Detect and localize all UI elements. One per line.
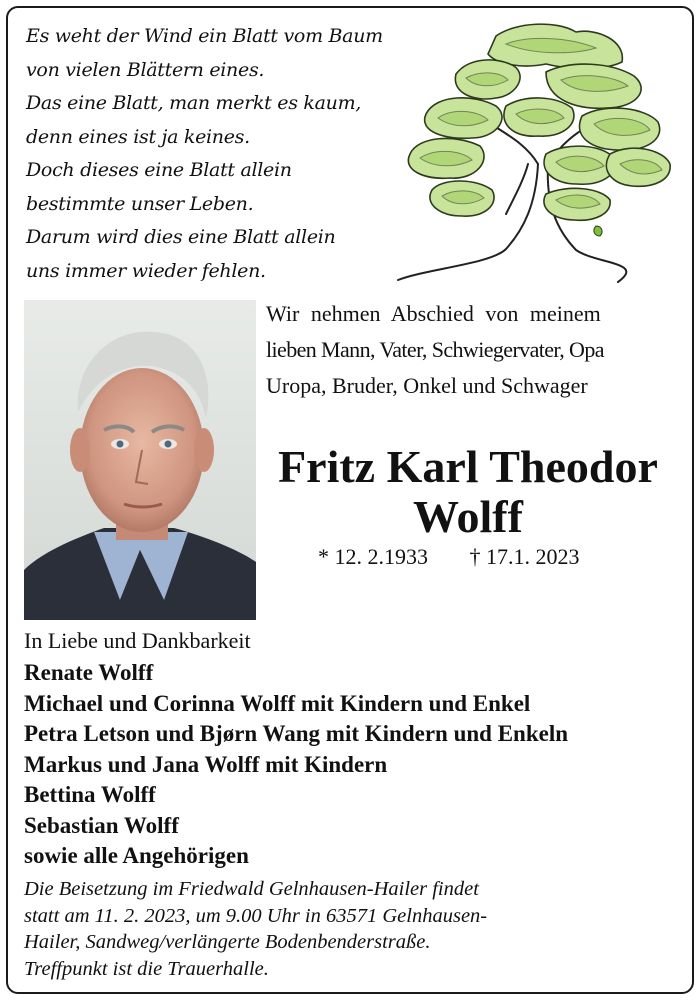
intro-line: Wir nehmen Abschied von meinem [266, 301, 601, 326]
poem-line: Doch dieses eine Blatt allein [26, 159, 292, 181]
poem-line: denn eines ist ja keines. [26, 125, 250, 148]
burial-line: Treffpunkt ist die Trauerhalle. [24, 957, 269, 980]
tree-icon [396, 14, 680, 284]
poem-line: Darum wird dies eine Blatt allein [26, 226, 336, 248]
burial-line: Die Beisetzung im Friedwald Gelnhausen-Hailer findet [24, 878, 479, 900]
mourner-line: sowie alle Angehörigen [24, 843, 249, 868]
intro-line: Uropa, Bruder, Onkel und Schwager [266, 373, 588, 398]
mourner-line: Renate Wolff [24, 660, 154, 685]
death-date: † 17.1. 2023 [469, 544, 580, 569]
mourner-line: Petra Letson und Bjørn Wang mit Kindern und Enkeln [24, 721, 569, 746]
mourner-line: Markus und Jana Wolff mit Kindern [24, 751, 388, 777]
poem-line: Es weht der Wind ein Blatt vom Baum [26, 25, 383, 47]
poem-line: Das eine Blatt, man merkt es kaum, [26, 92, 362, 114]
portrait-photo [24, 300, 256, 620]
mourners-list [24, 658, 688, 872]
intro-line: lieben Mann, Vater, Schwiegervater, Opa [266, 337, 604, 362]
deceased-name [258, 442, 678, 542]
mourner-line: Bettina Wolff [24, 782, 156, 807]
mourner-line: Sebastian Wolff [24, 812, 179, 838]
burial-line: statt am 11. 2. 2023, um 9.00 Uhr in 63571 Gelnhausen- [24, 904, 488, 927]
burial-line: Hailer, Sandweg/verlängerte Bodenbenderstraße. [24, 931, 431, 953]
name-line-1: Fritz Karl Theodor [278, 441, 658, 492]
poem [26, 20, 426, 288]
burial-notice [24, 876, 664, 982]
poem-line: bestimmte unser Leben. [26, 192, 254, 215]
life-dates [300, 544, 660, 570]
mourner-line: Michael und Corinna Wolff mit Kindern und Enkel [24, 690, 531, 716]
farewell-intro [266, 296, 676, 404]
poem-line: von vielen Blättern eines. [26, 58, 265, 81]
name-line-2: Wolff [413, 491, 523, 542]
birth-date: * 12. 2.1933 [318, 544, 428, 569]
poem-line: uns immer wieder fehlen. [26, 259, 266, 282]
family-intro: In Liebe und Dankbarkeit [24, 628, 251, 653]
portrait-icon [24, 300, 256, 620]
